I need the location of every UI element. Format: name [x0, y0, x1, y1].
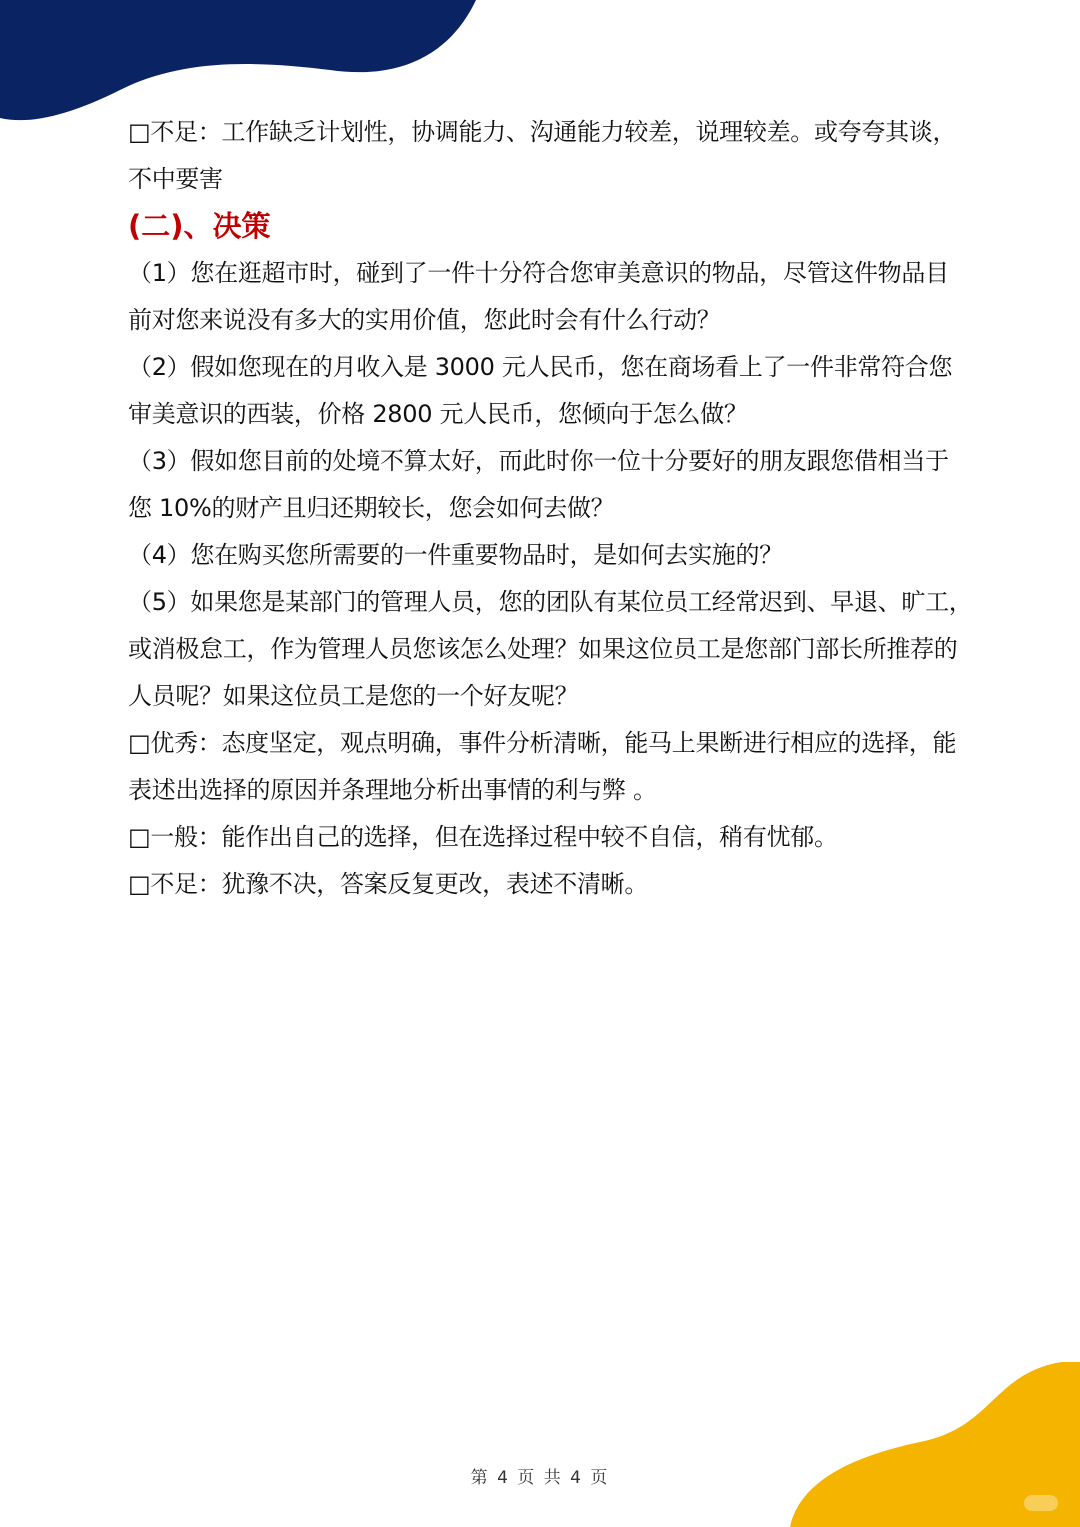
document-body: [128, 109, 973, 908]
question-2-line-1: （2）假如您现在的月收入是 3000 元人民币，您在商场看上了一件非常符合您: [128, 353, 953, 381]
question-5-line-2: 或消极怠工，作为管理人员您该怎么处理？如果这位员工是您部门部长所推荐的: [128, 635, 958, 663]
question-5-line-1: （5）如果您是某部门的管理人员，您的团队有某位员工经常迟到、早退、旷工，: [128, 588, 973, 616]
page-footer: 第 4 页 共 4 页: [470, 1468, 610, 1488]
watermark-badge: [1024, 1495, 1058, 1511]
question-1-line-2: 前对您来说没有多大的实用价值，您此时会有什么行动？: [128, 306, 721, 334]
question-3-line-1: （3）假如您目前的处境不算太好，而此时你一位十分要好的朋友跟您借相当于: [128, 447, 949, 475]
question-4-line-1: （4）您在购买您所需要的一件重要物品时，是如何去实施的？: [128, 541, 783, 569]
rating-average-line: □一般：能作出自己的选择，但在选择过程中较不自信，稍有忧郁。: [128, 823, 838, 851]
paragraph-line: □不足：工作缺乏计划性，协调能力、沟通能力较差，说理较差。或夸夸其谈，: [128, 118, 957, 146]
question-2-line-2: 审美意识的西装，价格 2800 元人民币，您倾向于怎么做？: [128, 400, 748, 428]
rating-excellent-line-2: 表述出选择的原因并条理地分析出事情的利与弊 。: [128, 776, 657, 804]
rating-insufficient-line: □不足：犹豫不决，答案反复更改，表述不清晰。: [128, 870, 649, 898]
question-5-line-3: 人员呢？如果这位员工是您的一个好友呢？: [128, 682, 579, 710]
question-3-line-2: 您 10%的财产且归还期较长，您会如何去做？: [128, 494, 615, 522]
rating-excellent-line-1: □优秀：态度坚定，观点明确，事件分析清晰，能马上果断进行相应的选择，能: [128, 729, 957, 757]
question-1-line-1: （1）您在逛超市时，碰到了一件十分符合您审美意识的物品，尽管这件物品目: [128, 259, 949, 287]
paragraph-line: 不中要害: [128, 165, 223, 193]
section-heading: (二)、决策: [128, 209, 271, 243]
